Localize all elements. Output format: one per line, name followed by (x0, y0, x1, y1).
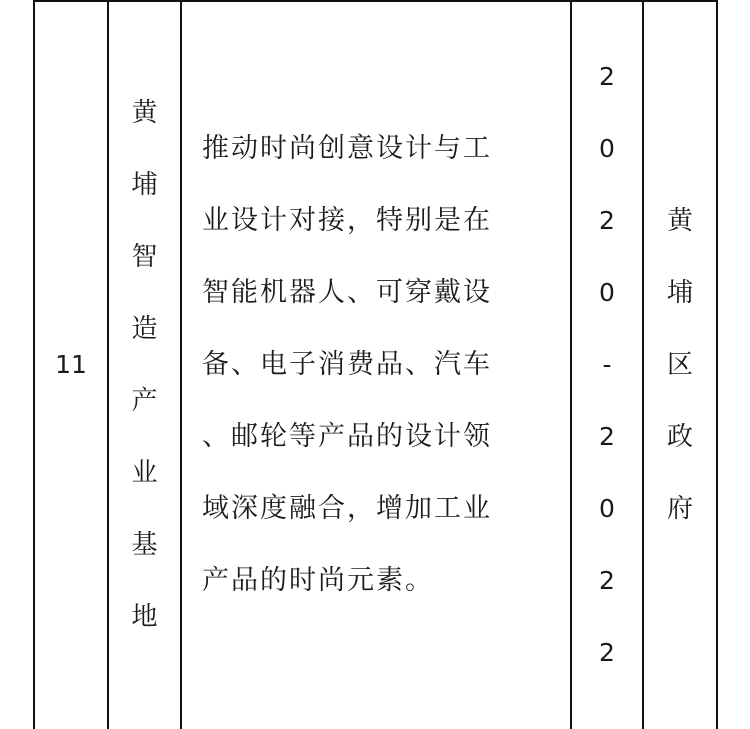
organization-char: 埔 (666, 277, 693, 308)
period-char: 0 (599, 493, 615, 523)
project-name-char: 造 (131, 313, 158, 344)
period-char: 2 (599, 61, 615, 91)
period-cell (572, 0, 642, 729)
project-name-char: 业 (131, 457, 158, 488)
period-char: 2 (599, 421, 615, 451)
row-number-cell (35, 0, 107, 729)
period-char: 2 (599, 637, 615, 667)
project-name-char: 智 (131, 241, 158, 272)
description-cell (182, 0, 570, 729)
project-name-char: 地 (131, 601, 158, 632)
organization-char: 区 (666, 349, 693, 380)
description-line: 业设计对接，特别是在 (202, 204, 492, 236)
project-name-char: 基 (131, 529, 158, 560)
organization-char: 府 (666, 493, 693, 524)
description-line: 、邮轮等产品的设计领 (202, 420, 492, 452)
period-char: 0 (599, 133, 615, 163)
description-line: 推动时尚创意设计与工 (202, 132, 492, 164)
organization-char: 政 (666, 421, 693, 452)
description-line: 产品的时尚元素。 (202, 564, 434, 596)
period-char: - (602, 349, 612, 379)
project-name-cell (109, 0, 180, 729)
project-name-char: 黄 (131, 97, 158, 128)
period-char: 2 (599, 565, 615, 595)
organization-char: 黄 (666, 205, 693, 236)
project-name-char: 埔 (131, 169, 158, 200)
description-line: 智能机器人、可穿戴设 (202, 276, 492, 308)
column-divider (716, 0, 718, 729)
project-name-char: 产 (131, 385, 158, 416)
organization-cell (644, 0, 716, 729)
period-char: 2 (599, 205, 615, 235)
period-char: 0 (599, 277, 615, 307)
description-line: 域深度融合，增加工业 (202, 492, 492, 524)
row-number: 11 (55, 350, 87, 379)
description-line: 备、电子消费品、汽车 (202, 348, 492, 380)
